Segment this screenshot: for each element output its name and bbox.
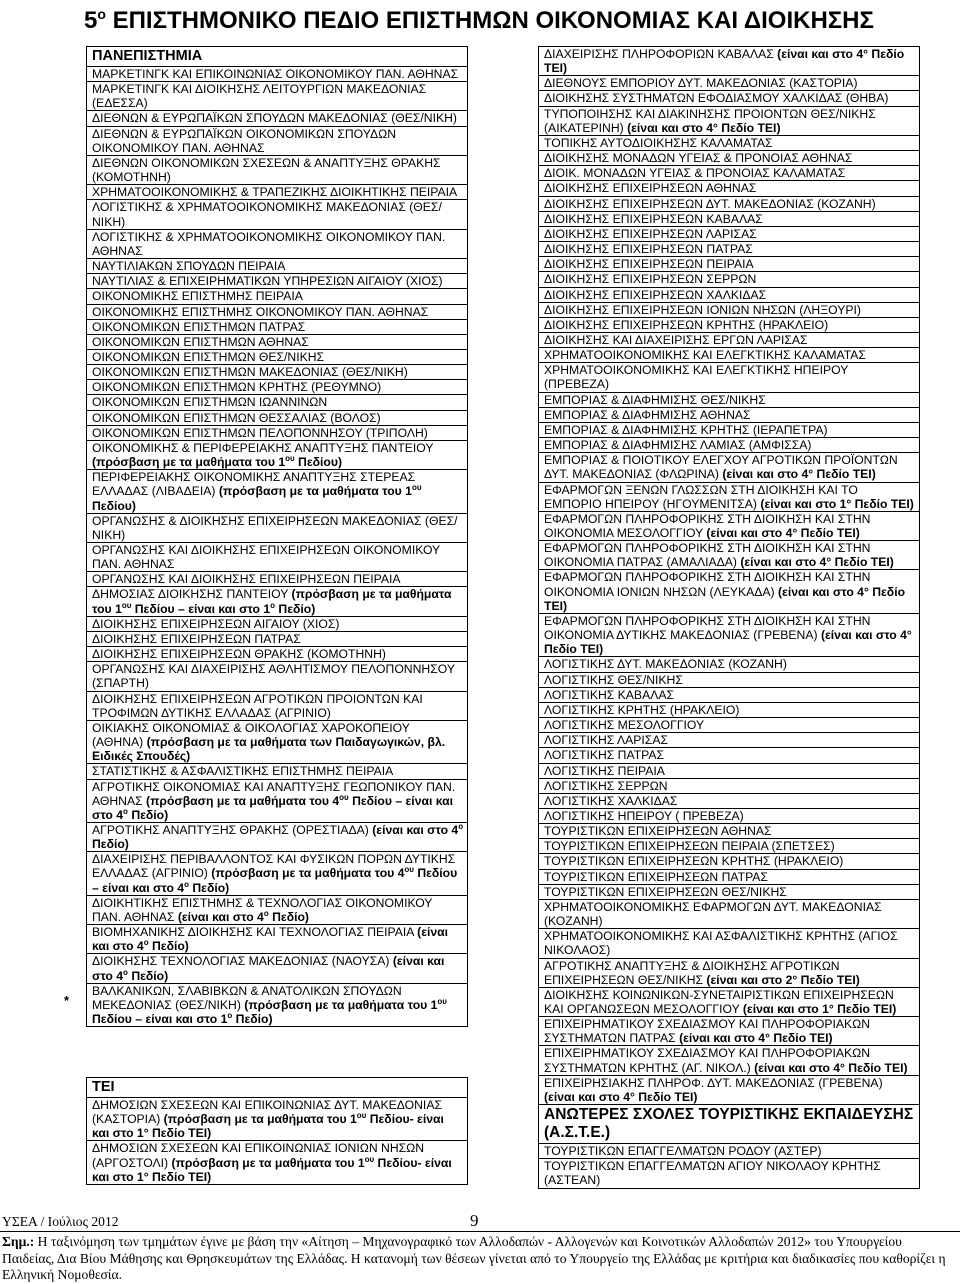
aste-header: ΑΝΩΤΕΡΕΣ ΣΧΟΛΕΣ ΤΟΥΡΙΣΤΙΚΗΣ ΕΚΠΑΙΔΕΥΣΗΣ (Α.Σ.Τ.Ε.)	[539, 1104, 919, 1144]
university-item: ΑΓΡΟΤΙΚΗΣ ΟΙΚΟΝΟΜΙΑΣ ΚΑΙ ΑΝΑΠΤΥΞΗΣ ΓΕΩΠΟΝΙΚΟΥ ΠΑΝ. ΑΘΗΝΑΣ (πρόσβαση με τα μαθήματα του $4^{o\upsilon}$ Πεδίου – είναι και στο $4^o$ Πεδίο)	[87, 780, 467, 823]
program-item: ΔΙΟΙΚΗΣΗΣ ΕΠΙΧΕΙΡΗΣΕΩΝ ΔΥΤ. ΜΑΚΕΔΟΝΙΑΣ (ΚΟΖΑΝΗ)	[539, 197, 919, 212]
footer-date: ΥΣΕΑ / Ιούλιος 2012	[2, 1214, 119, 1229]
program-item: ΛΟΓΙΣΤΙΚΗΣ ΚΡΗΤΗΣ (ΗΡΑΚΛΕΙΟ)	[539, 703, 919, 718]
university-item: ΒΑΛΚΑΝΙΚΩΝ, ΣΛΑΒΙΒΚΩΝ & ΑΝΑΤΟΛΙΚΩΝ ΣΠΟΥΔΩΝ ΜΕΚΕΔΟΝΙΑΣ (ΘΕΣ/ΝΙΚΗ) (πρόσβαση με τα μαθήματα του $1^{o\upsilon}$ Πεδίου – είναι και στο $1^o$ Πεδίο)	[92, 983, 447, 1026]
asterisk-mark: *	[64, 993, 70, 1008]
university-item: ΒΙΟΜΗΧΑΝΙΚΗΣ ΔΙΟΙΚΗΣΗΣ ΚΑΙ ΤΕΧΝΟΛΟΓΙΑΣ ΠΕΙΡΑΙΑ (είναι και στο $4^o$ Πεδίο)	[87, 925, 467, 954]
program-item: ΕΦΑΡΜΟΓΩΝ ΠΛΗΡΟΦΟΡΙΚΗΣ ΣΤΗ ΔΙΟΙΚΗΣΗ ΚΑΙ ΣΤΗΝ ΟΙΚΟΝΟΜΙΑ ΙΟΝΙΩΝ ΝΗΣΩΝ (ΛΕΥΚΑΔΑ) (είναι και στο 4° Πεδίο ΤΕΙ)	[539, 570, 919, 613]
program-item: ΕΜΠΟΡΙΑΣ & ΠΟΙΟΤΙΚΟΥ ΕΛΕΓΧΟΥ ΑΓΡΟΤΙΚΩΝ ΠΡΟΪΟΝΤΩΝ ΔΥΤ. ΜΑΚΕΔΟΝΙΑΣ (ΦΛΩΡΙΝΑ) (είναι και στο 4° Πεδίο ΤΕΙ)	[539, 453, 919, 482]
university-item: ΔΙΕΘΝΩΝ & ΕΥΡΩΠΑΪΚΩΝ ΣΠΟΥΔΩΝ ΜΑΚΕΔΟΝΙΑΣ (ΘΕΣ/ΝΙΚΗ)	[87, 111, 467, 126]
program-item: ΔΙΟΙΚΗΣΗΣ ΕΠΙΧΕΙΡΗΣΕΩΝ ΛΑΡΙΣΑΣ	[539, 227, 919, 242]
university-item: ΔΙΟΙΚΗΣΗΣ ΤΕΧΝΟΛΟΓΙΑΣ ΜΑΚΕΔΟΝΙΑΣ (ΝΑΟΥΣΑ) (είναι και στο $4^o$ Πεδίο)	[87, 954, 467, 983]
program-item: ΕΦΑΡΜΟΓΩΝ ΠΛΗΡΟΦΟΡΙΚΗΣ ΣΤΗ ΔΙΟΙΚΗΣΗ ΚΑΙ ΣΤΗΝ ΟΙΚΟΝΟΜΙΑ ΔΥΤΙΚΗΣ ΜΑΚΕΔΟΝΙΑΣ (ΓΡΕΒΕΝΑ) (είναι και στο 4° Πεδίο ΤΕΙ)	[539, 614, 919, 657]
university-item: ΔΙΕΘΝΩΝ & ΕΥΡΩΠΑΪΚΩΝ ΟΙΚΟΝΟΜΙΚΩΝ ΣΠΟΥΔΩΝ ΟΙΚΟΝΟΜΙΚΟΥ ΠΑΝ. ΑΘΗΝΑΣ	[87, 127, 467, 156]
program-item: ΛΟΓΙΣΤΙΚΗΣ ΛΑΡΙΣΑΣ	[539, 733, 919, 748]
program-item: ΔΙΟΙΚΗΣΗΣ ΕΠΙΧΕΙΡΗΣΕΩΝ ΚΡΗΤΗΣ (ΗΡΑΚΛΕΙΟ)	[539, 318, 919, 333]
program-item: ΤΟΥΡΙΣΤΙΚΩΝ ΕΠΙΧΕΙΡΗΣΕΩΝ ΘΕΣ/ΝΙΚΗΣ	[539, 885, 919, 900]
page-title: $5^o$ ΕΠΙΣΤΗΜΟΝΙΚΟ ΠΕΔΙΟ ΕΠΙΣΤΗΜΩΝ ΟΙΚΟΝΟΜΙΑΣ ΚΑΙ ΔΙΟΙΚΗΣΗΣ	[84, 6, 874, 34]
aste-item: ΤΟΥΡΙΣΤΙΚΩΝ ΕΠΑΓΓΕΛΜΑΤΩΝ ΑΓΙΟΥ ΝΙΚΟΛΑΟΥ ΚΡΗΤΗΣ (ΑΣΤΕΑΝ)	[544, 1159, 881, 1188]
university-item: ΟΙΚΟΝΟΜΙΚΗΣ & ΠΕΡΙΦΕΡΕΙΑΚΗΣ ΑΝΑΠΤΥΞΗΣ ΠΑΝΤΕΙΟΥ (πρόσβαση με τα μαθήματα του $1^{o\upsilon}$ Πεδίου)	[87, 441, 467, 470]
program-item: ΔΙΟΙΚΗΣΗΣ ΣΥΣΤΗΜΑΤΩΝ ΕΦΟΔΙΑΣΜΟΥ ΧΑΛΚΙΔΑΣ (ΘΗΒΑ)	[539, 91, 919, 106]
university-item: ΣΤΑΤΙΣΤΙΚΗΣ & ΑΣΦΑΛΙΣΤΙΚΗΣ ΕΠΙΣΤΗΜΗΣ ΠΕΙΡΑΙΑ	[87, 764, 467, 779]
program-item: ΤΟΠΙΚΗΣ ΑΥΤΟΔΙΟΙΚΗΣΗΣ ΚΑΛΑΜΑΤΑΣ	[539, 136, 919, 151]
university-item: ΑΓΡΟΤΙΚΗΣ ΑΝΑΠΤΥΞΗΣ ΘΡΑΚΗΣ (ΟΡΕΣΤΙΑΔΑ) (είναι και στο $4^o$ Πεδίο)	[87, 823, 467, 852]
university-item: ΛΟΓΙΣΤΙΚΗΣ & ΧΡΗΜΑΤΟΟΙΚΟΝΟΜΙΚΗΣ ΟΙΚΟΝΟΜΙΚΟΥ ΠΑΝ. ΑΘΗΝΑΣ	[87, 230, 467, 259]
universities-header: ΠΑΝΕΠΙΣΤΗΜΙΑ	[87, 47, 467, 67]
program-item: ΧΡΗΜΑΤΟΟΙΚΟΝΟΜΙΚΗΣ ΚΑΙ ΕΛΕΓΚΤΙΚΗΣ ΚΑΛΑΜΑΤΑΣ	[539, 348, 919, 363]
university-item: ΟΙΚΟΝΟΜΙΚΗΣ ΕΠΙΣΤΗΜΗΣ ΠΕΙΡΑΙΑ	[87, 289, 467, 304]
program-item: ΕΠΙΧΕΙΡΗΣΙΑΚΗΣ ΠΛΗΡΟΦ. ΔΥΤ. ΜΑΚΕΔΟΝΙΑΣ (ΓΡΕΒΕΝΑ) (είναι και στο 4° Πεδίο ΤΕΙ)	[544, 1075, 883, 1104]
university-item: ΟΙΚΟΝΟΜΙΚΗΣ ΕΠΙΣΤΗΜΗΣ ΟΙΚΟΝΟΜΙΚΟΥ ΠΑΝ. ΑΘΗΝΑΣ	[87, 305, 467, 320]
program-item: ΤΟΥΡΙΣΤΙΚΩΝ ΕΠΙΧΕΙΡΗΣΕΩΝ ΠΕΙΡΑΙΑ (ΣΠΕΤΣΕΣ)	[539, 839, 919, 854]
university-item: ΟΙΚΟΝΟΜΙΚΩΝ ΕΠΙΣΤΗΜΩΝ ΠΕΛΟΠΟΝΝΗΣΟΥ (ΤΡΙΠΟΛΗ)	[87, 426, 467, 441]
note-label: Σημ.:	[2, 1234, 35, 1249]
program-item: ΕΠΙΧΕΙΡΗΜΑΤΙΚΟΥ ΣΧΕΔΙΑΣΜΟΥ ΚΑΙ ΠΛΗΡΟΦΟΡΙΑΚΩΝ ΣΥΣΤΗΜΑΤΩΝ ΚΡΗΤΗΣ (ΑΓ. ΝΙΚΟΛ.) (είναι και στο 4° Πεδίο ΤΕΙ)	[539, 1046, 919, 1075]
aste-list	[539, 1144, 919, 1187]
universities-section	[86, 46, 468, 1027]
program-item: ΔΙΟΙΚΗΣΗΣ ΕΠΙΧΕΙΡΗΣΕΩΝ ΑΘΗΝΑΣ	[539, 181, 919, 196]
program-item: ΛΟΓΙΣΤΙΚΗΣ ΚΑΒΑΛΑΣ	[539, 688, 919, 703]
program-item: ΛΟΓΙΣΤΙΚΗΣ ΠΑΤΡΑΣ	[539, 748, 919, 763]
program-item: ΕΦΑΡΜΟΓΩΝ ΠΛΗΡΟΦΟΡΙΚΗΣ ΣΤΗ ΔΙΟΙΚΗΣΗ ΚΑΙ ΣΤΗΝ ΟΙΚΟΝΟΜΙΑ ΜΕΣΟΛΟΓΓΙΟΥ (είναι και στο 4° Πεδίο ΤΕΙ)	[539, 512, 919, 541]
university-item: ΔΗΜΟΣΙΑΣ ΔΙΟΙΚΗΣΗΣ ΠΑΝΤΕΙΟΥ (πρόσβαση με τα μαθήματα του $1^{o\upsilon}$ Πεδίου – είναι και στο $1^o$ Πεδίο)	[87, 587, 467, 616]
program-item: ΔΙΟΙΚΗΣΗΣ ΚΟΙΝΩΝΙΚΩΝ-ΣΥΝΕΤΑΙΡΙΣΤΙΚΩΝ ΕΠΙΧΕΙΡΗΣΕΩΝ ΚΑΙ ΟΡΓΑΝΩΣΕΩΝ ΜΕΣΟΛΟΓΓΙΟΥ (είναι και στο 1° Πεδίο ΤΕΙ)	[539, 988, 919, 1017]
university-item: ΔΙΟΙΚΗΣΗΣ ΕΠΙΧΕΙΡΗΣΕΩΝ ΘΡΑΚΗΣ (ΚΟΜΟΤΗΝΗ)	[87, 647, 467, 662]
program-item: ΕΦΑΡΜΟΓΩΝ ΠΛΗΡΟΦΟΡΙΚΗΣ ΣΤΗ ΔΙΟΙΚΗΣΗ ΚΑΙ ΣΤΗΝ ΟΙΚΟΝΟΜΙΑ ΠΑΤΡΑΣ (ΑΜΑΛΙΑΔΑ) (είναι και στο 4° Πεδίο ΤΕΙ)	[539, 541, 919, 570]
program-item: ΔΙΟΙΚΗΣΗΣ ΕΠΙΧΕΙΡΗΣΕΩΝ ΣΕΡΡΩΝ	[539, 272, 919, 287]
program-item: ΛΟΓΙΣΤΙΚΗΣ ΗΠΕΙΡΟΥ ( ΠΡΕΒΕΖΑ)	[539, 809, 919, 824]
program-item: ΔΙΟΙΚ. ΜΟΝΑΔΩΝ ΥΓΕΙΑΣ & ΠΡΟΝΟΙΑΣ ΚΑΛΑΜΑΤΑΣ	[539, 166, 919, 181]
tei-list	[87, 1098, 467, 1184]
program-item: ΛΟΓΙΣΤΙΚΗΣ ΠΕΙΡΑΙΑ	[539, 764, 919, 779]
universities-list	[87, 67, 467, 1026]
university-item: ΟΙΚΟΝΟΜΙΚΩΝ ΕΠΙΣΤΗΜΩΝ ΠΑΤΡΑΣ	[87, 320, 467, 335]
university-item: ΔΙΑΧΕΙΡΙΣΗΣ ΠΕΡΙΒΑΛΛΟΝΤΟΣ ΚΑΙ ΦΥΣΙΚΩΝ ΠΟΡΩΝ ΔΥΤΙΚΗΣ ΕΛΛΑΔΑΣ (ΑΓΡΙΝΙΟ) (πρόσβαση με τα μαθήματα του $4^{o\upsilon}$ Πεδίου – είναι και στο $4^o$ Πεδίο)	[87, 852, 467, 895]
program-item: ΕΜΠΟΡΙΑΣ & ΔΙΑΦΗΜΙΣΗΣ ΚΡΗΤΗΣ (ΙΕΡΑΠΕΤΡΑ)	[539, 423, 919, 438]
university-item: ΠΕΡΙΦΕΡΕΙΑΚΗΣ ΟΙΚΟΝΟΜΙΚΗΣ ΑΝΑΠΤΥΞΗΣ ΣΤΕΡΕΑΣ ΕΛΛΑΔΑΣ (ΛΙΒΑΔΕΙΑ) (πρόσβαση με τα μαθήματα του $1^{o\upsilon}$ Πεδίου)	[87, 470, 467, 513]
university-item: ΔΙΕΘΝΩΝ ΟΙΚΟΝΟΜΙΚΩΝ ΣΧΕΣΕΩΝ & ΑΝΑΠΤΥΞΗΣ ΘΡΑΚΗΣ (ΚΟΜΟΤΗΝΗ)	[87, 156, 467, 185]
tei-item: ΔΗΜΟΣΙΩΝ ΣΧΕΣΕΩΝ ΚΑΙ ΕΠΙΚΟΙΝΩΝΙΑΣ ΙΟΝΙΩΝ ΝΗΣΩΝ (ΑΡΓΟΣΤΟΛΙ) (πρόσβαση με τα μαθήματα του $1^{o\upsilon}$ Πεδίου- είναι και στο 1° Πεδίο ΤΕΙ)	[92, 1141, 452, 1184]
program-item: ΔΙΟΙΚΗΣΗΣ ΜΟΝΑΔΩΝ ΥΓΕΙΑΣ & ΠΡΟΝΟΙΑΣ ΑΘΗΝΑΣ	[539, 151, 919, 166]
program-item: ΤΟΥΡΙΣΤΙΚΩΝ ΕΠΙΧΕΙΡΗΣΕΩΝ ΠΑΤΡΑΣ	[539, 870, 919, 885]
program-item: ΔΙΟΙΚΗΣΗΣ ΕΠΙΧΕΙΡΗΣΕΩΝ ΠΑΤΡΑΣ	[539, 242, 919, 257]
university-item: ΟΙΚΟΝΟΜΙΚΩΝ ΕΠΙΣΤΗΜΩΝ ΘΕΣ/ΝΙΚΗΣ	[87, 350, 467, 365]
program-item: ΔΙΟΙΚΗΣΗΣ ΕΠΙΧΕΙΡΗΣΕΩΝ ΠΕΙΡΑΙΑ	[539, 257, 919, 272]
program-item: ΛΟΓΙΣΤΙΚΗΣ ΜΕΣΟΛΟΓΓΙΟΥ	[539, 718, 919, 733]
right-programs-list	[539, 47, 919, 1104]
program-item: ΛΟΓΙΣΤΙΚΗΣ ΔΥΤ. ΜΑΚΕΔΟΝΙΑΣ (ΚΟΖΑΝΗ)	[539, 657, 919, 672]
footer-divider	[0, 1231, 960, 1232]
page-number: 9	[470, 1211, 479, 1230]
university-item: ΟΙΚΟΝΟΜΙΚΩΝ ΕΠΙΣΤΗΜΩΝ ΚΡΗΤΗΣ (ΡΕΘΥΜΝΟ)	[87, 380, 467, 395]
program-item: ΔΙΟΙΚΗΣΗΣ ΕΠΙΧΕΙΡΗΣΕΩΝ ΧΑΛΚΙΔΑΣ	[539, 288, 919, 303]
program-item: ΧΡΗΜΑΤΟΟΙΚΟΝΟΜΙΚΗΣ ΚΑΙ ΕΛΕΓΚΤΙΚΗΣ ΗΠΕΙΡΟΥ (ΠΡΕΒΕΖΑ)	[539, 363, 919, 392]
university-item: ΔΙΟΙΚΗΣΗΣ ΕΠΙΧΕΙΡΗΣΕΩΝ ΑΓΡΟΤΙΚΩΝ ΠΡΟΙΟΝΤΩΝ ΚΑΙ ΤΡΟΦΙΜΩΝ ΔΥΤΙΚΗΣ ΕΛΛΑΔΑΣ (ΑΓΡΙΝΙΟ)	[87, 692, 467, 721]
university-item: ΟΙΚΟΝΟΜΙΚΩΝ ΕΠΙΣΤΗΜΩΝ ΙΩΑΝΝΙΝΩΝ	[87, 395, 467, 410]
university-item: ΟΡΓΑΝΩΣΗΣ ΚΑΙ ΔΙΟΙΚΗΣΗΣ ΕΠΙΧΕΙΡΗΣΕΩΝ ΠΕΙΡΑΙΑ	[87, 572, 467, 587]
university-item: ΟΡΓΑΝΩΣΗΣ & ΔΙΟΙΚΗΣΗΣ ΕΠΙΧΕΙΡΗΣΕΩΝ ΜΑΚΕΔΟΝΙΑΣ (ΘΕΣ/ΝΙΚΗ)	[87, 514, 467, 543]
university-item: ΟΡΓΑΝΩΣΗΣ ΚΑΙ ΔΙΑΧΕΙΡΙΣΗΣ ΑΘΛΗΤΙΣΜΟΥ ΠΕΛΟΠΟΝΝΗΣΟΥ (ΣΠΑΡΤΗ)	[87, 662, 467, 691]
university-item: ΟΙΚΟΝΟΜΙΚΩΝ ΕΠΙΣΤΗΜΩΝ ΘΕΣΣΑΛΙΑΣ (ΒΟΛΟΣ)	[87, 411, 467, 426]
program-item: ΕΜΠΟΡΙΑΣ & ΔΙΑΦΗΜΙΣΗΣ ΑΘΗΝΑΣ	[539, 408, 919, 423]
note-text: Η ταξινόμηση των τμημάτων έγινε με βάση την «Αίτηση – Μηχανογραφικό των Αλλοδαπών - Αλλογενών και Κοινοτικών Αλλοδαπών 2012» του Υπουργείου Παιδείας, Δια Βίου Μάθησης και Θρησκευμάτων της Ελλάδας. Η κατανομή των θέσεων γίνεται από το Υπουργείο της Ελλάδας με κριτήρια και διαδικασίες που καθορίζει η Ελληνική Νομοθεσία.	[2, 1234, 946, 1282]
program-item: ΔΙΟΙΚΗΣΗΣ ΕΠΙΧΕΙΡΗΣΕΩΝ ΚΑΒΑΛΑΣ	[539, 212, 919, 227]
program-item: ΔΙΕΘΝΟΥΣ ΕΜΠΟΡΙΟΥ ΔΥΤ. ΜΑΚΕΔΟΝΙΑΣ (ΚΑΣΤΟΡΙΑ)	[539, 76, 919, 91]
program-item: ΕΦΑΡΜΟΓΩΝ ΞΕΝΩΝ ΓΛΩΣΣΩΝ ΣΤΗ ΔΙΟΙΚΗΣΗ ΚΑΙ ΤΟ ΕΜΠΟΡΙΟ ΗΠΕΙΡΟΥ (ΗΓΟΥΜΕΝΙΤΣΑ) (είναι και στο 1° Πεδίο ΤΕΙ)	[539, 483, 919, 512]
program-item: ΔΙΟΙΚΗΣΗΣ ΚΑΙ ΔΙΑΧΕΙΡΙΣΗΣ ΕΡΓΩΝ ΛΑΡΙΣΑΣ	[539, 333, 919, 348]
program-item: ΛΟΓΙΣΤΙΚΗΣ ΘΕΣ/ΝΙΚΗΣ	[539, 673, 919, 688]
program-item: ΛΟΓΙΣΤΙΚΗΣ ΣΕΡΡΩΝ	[539, 779, 919, 794]
program-item: ΕΜΠΟΡΙΑΣ & ΔΙΑΦΗΜΙΣΗΣ ΛΑΜΙΑΣ (ΑΜΦΙΣΣΑ)	[539, 438, 919, 453]
program-item: ΧΡΗΜΑΤΟΟΙΚΟΝΟΜΙΚΗΣ ΕΦΑΡΜΟΓΩΝ ΔΥΤ. ΜΑΚΕΔΟΝΙΑΣ (ΚΟΖΑΝΗ)	[539, 900, 919, 929]
program-item: ΔΙΟΙΚΗΣΗΣ ΕΠΙΧΕΙΡΗΣΕΩΝ ΙΟΝΙΩΝ ΝΗΣΩΝ (ΛΗΞΟΥΡΙ)	[539, 303, 919, 318]
footer-note	[2, 1234, 956, 1284]
university-item: ΟΡΓΑΝΩΣΗΣ ΚΑΙ ΔΙΟΙΚΗΣΗΣ ΕΠΙΧΕΙΡΗΣΕΩΝ ΟΙΚΟΝΟΜΙΚΟΥ ΠΑΝ. ΑΘΗΝΑΣ	[87, 543, 467, 572]
university-item: ΝΑΥΤΙΛΙΑΚΩΝ ΣΠΟΥΔΩΝ ΠΕΙΡΑΙΑ	[87, 259, 467, 274]
university-item: ΟΙΚΟΝΟΜΙΚΩΝ ΕΠΙΣΤΗΜΩΝ ΑΘΗΝΑΣ	[87, 335, 467, 350]
university-item: ΟΙΚΟΝΟΜΙΚΩΝ ΕΠΙΣΤΗΜΩΝ ΜΑΚΕΔΟΝΙΑΣ (ΘΕΣ/ΝΙΚΗ)	[87, 365, 467, 380]
university-item: ΜΑΡΚΕΤΙΝΓΚ ΚΑΙ ΔΙΟΙΚΗΣΗΣ ΛΕΙΤΟΥΡΓΙΩΝ ΜΑΚΕΔΟΝΙΑΣ (ΕΔΕΣΣΑ)	[87, 82, 467, 111]
program-item: ΛΟΓΙΣΤΙΚΗΣ ΧΑΛΚΙΔΑΣ	[539, 794, 919, 809]
program-item: ΤΟΥΡΙΣΤΙΚΩΝ ΕΠΙΧΕΙΡΗΣΕΩΝ ΑΘΗΝΑΣ	[539, 824, 919, 839]
program-item: ΧΡΗΜΑΤΟΟΙΚΟΝΟΜΙΚΗΣ ΚΑΙ ΑΣΦΑΛΙΣΤΙΚΗΣ ΚΡΗΤΗΣ (ΑΓΙΟΣ ΝΙΚΟΛΑΟΣ)	[539, 929, 919, 958]
program-item: ΤΥΠΟΠΟΙΗΣΗΣ ΚΑΙ ΔΙΑΚΙΝΗΣΗΣ ΠΡΟΙΟΝΤΩΝ ΘΕΣ/ΝΙΚΗΣ (ΑΙΚΑΤΕΡΙΝΗ) (είναι και στο 4° Πεδίο ΤΕΙ)	[539, 107, 919, 136]
university-item: ΜΑΡΚΕΤΙΝΓΚ ΚΑΙ ΕΠΙΚΟΙΝΩΝΙΑΣ ΟΙΚΟΝΟΜΙΚΟΥ ΠΑΝ. ΑΘΗΝΑΣ	[87, 67, 467, 82]
program-item: ΕΠΙΧΕΙΡΗΜΑΤΙΚΟΥ ΣΧΕΔΙΑΣΜΟΥ ΚΑΙ ΠΛΗΡΟΦΟΡΙΑΚΩΝ ΣΥΣΤΗΜΑΤΩΝ ΠΑΤΡΑΣ (είναι και στο 4° Πεδίο ΤΕΙ)	[539, 1017, 919, 1046]
tei-item: ΔΗΜΟΣΙΩΝ ΣΧΕΣΕΩΝ ΚΑΙ ΕΠΙΚΟΙΝΩΝΙΑΣ ΔΥΤ. ΜΑΚΕΔΟΝΙΑΣ (ΚΑΣΤΟΡΙΑ) (πρόσβαση με τα μαθήματα του $1^{o\upsilon}$ Πεδίου- είναι και στο 1° Πεδίο ΤΕΙ)	[87, 1098, 467, 1141]
university-item: ΔΙΟΙΚΗΣΗΣ ΕΠΙΧΕΙΡΗΣΕΩΝ ΠΑΤΡΑΣ	[87, 632, 467, 647]
program-item: ΑΓΡΟΤΙΚΗΣ ΑΝΑΠΤΥΞΗΣ & ΔΙΟΙΚΗΣΗΣ ΑΓΡΟΤΙΚΩΝ ΕΠΙΧΕΙΡΗΣΕΩΝ ΘΕΣ/ΝΙΚΗΣ (είναι και στο 2° Πεδίο ΤΕΙ)	[539, 959, 919, 988]
program-item: ΕΜΠΟΡΙΑΣ & ΔΙΑΦΗΜΙΣΗΣ ΘΕΣ/ΝΙΚΗΣ	[539, 393, 919, 408]
university-item: ΛΟΓΙΣΤΙΚΗΣ & ΧΡΗΜΑΤΟΟΙΚΟΝΟΜΙΚΗΣ ΜΑΚΕΔΟΝΙΑΣ (ΘΕΣ/ΝΙΚΗ)	[87, 200, 467, 229]
program-item: ΤΟΥΡΙΣΤΙΚΩΝ ΕΠΙΧΕΙΡΗΣΕΩΝ ΚΡΗΤΗΣ (ΗΡΑΚΛΕΙΟ)	[539, 854, 919, 869]
university-item: ΝΑΥΤΙΛΙΑΣ & ΕΠΙΧΕΙΡΗΜΑΤΙΚΩΝ ΥΠΗΡΕΣΙΩΝ ΑΙΓΑΙΟΥ (ΧΙΟΣ)	[87, 274, 467, 289]
university-item: ΔΙΟΙΚΗΤΙΚΗΣ ΕΠΙΣΤΗΜΗΣ & ΤΕΧΝΟΛΟΓΙΑΣ ΟΙΚΟΝΟΜΙΚΟΥ ΠΑΝ. ΑΘΗΝΑΣ (είναι και στο $4^o$ Πεδίο)	[87, 896, 467, 925]
tei-section	[86, 1077, 468, 1185]
aste-item: ΤΟΥΡΙΣΤΙΚΩΝ ΕΠΑΓΓΕΛΜΑΤΩΝ ΡΟΔΟΥ (ΑΣΤΕΡ)	[539, 1144, 919, 1159]
tei-header: ΤΕΙ	[87, 1078, 467, 1098]
university-item: ΔΙΟΙΚΗΣΗΣ ΕΠΙΧΕΙΡΗΣΕΩΝ ΑΙΓΑΙΟΥ (ΧΙΟΣ)	[87, 617, 467, 632]
university-item: ΧΡΗΜΑΤΟΟΙΚΟΝΟΜΙΚΗΣ & ΤΡΑΠΕΖΙΚΗΣ ΔΙΟΙΚΗΤΙΚΗΣ ΠΕΙΡΑΙΑ	[87, 185, 467, 200]
university-item: ΟΙΚΙΑΚΗΣ ΟΙΚΟΝΟΜΙΑΣ & ΟΙΚΟΛΟΓΙΑΣ ΧΑΡΟΚΟΠΕΙΟΥ (ΑΘΗΝΑ) (πρόσβαση με τα μαθήματα των Παιδαγωγικών, βλ. Ειδικές Σπουδές)	[87, 721, 467, 764]
right-programs-section	[538, 46, 920, 1189]
program-item: ΔΙΑΧΕΙΡΙΣΗΣ ΠΛΗΡΟΦΟΡΙΩΝ ΚΑΒΑΛΑΣ (είναι και στο 4° Πεδίο ΤΕΙ)	[539, 47, 919, 76]
